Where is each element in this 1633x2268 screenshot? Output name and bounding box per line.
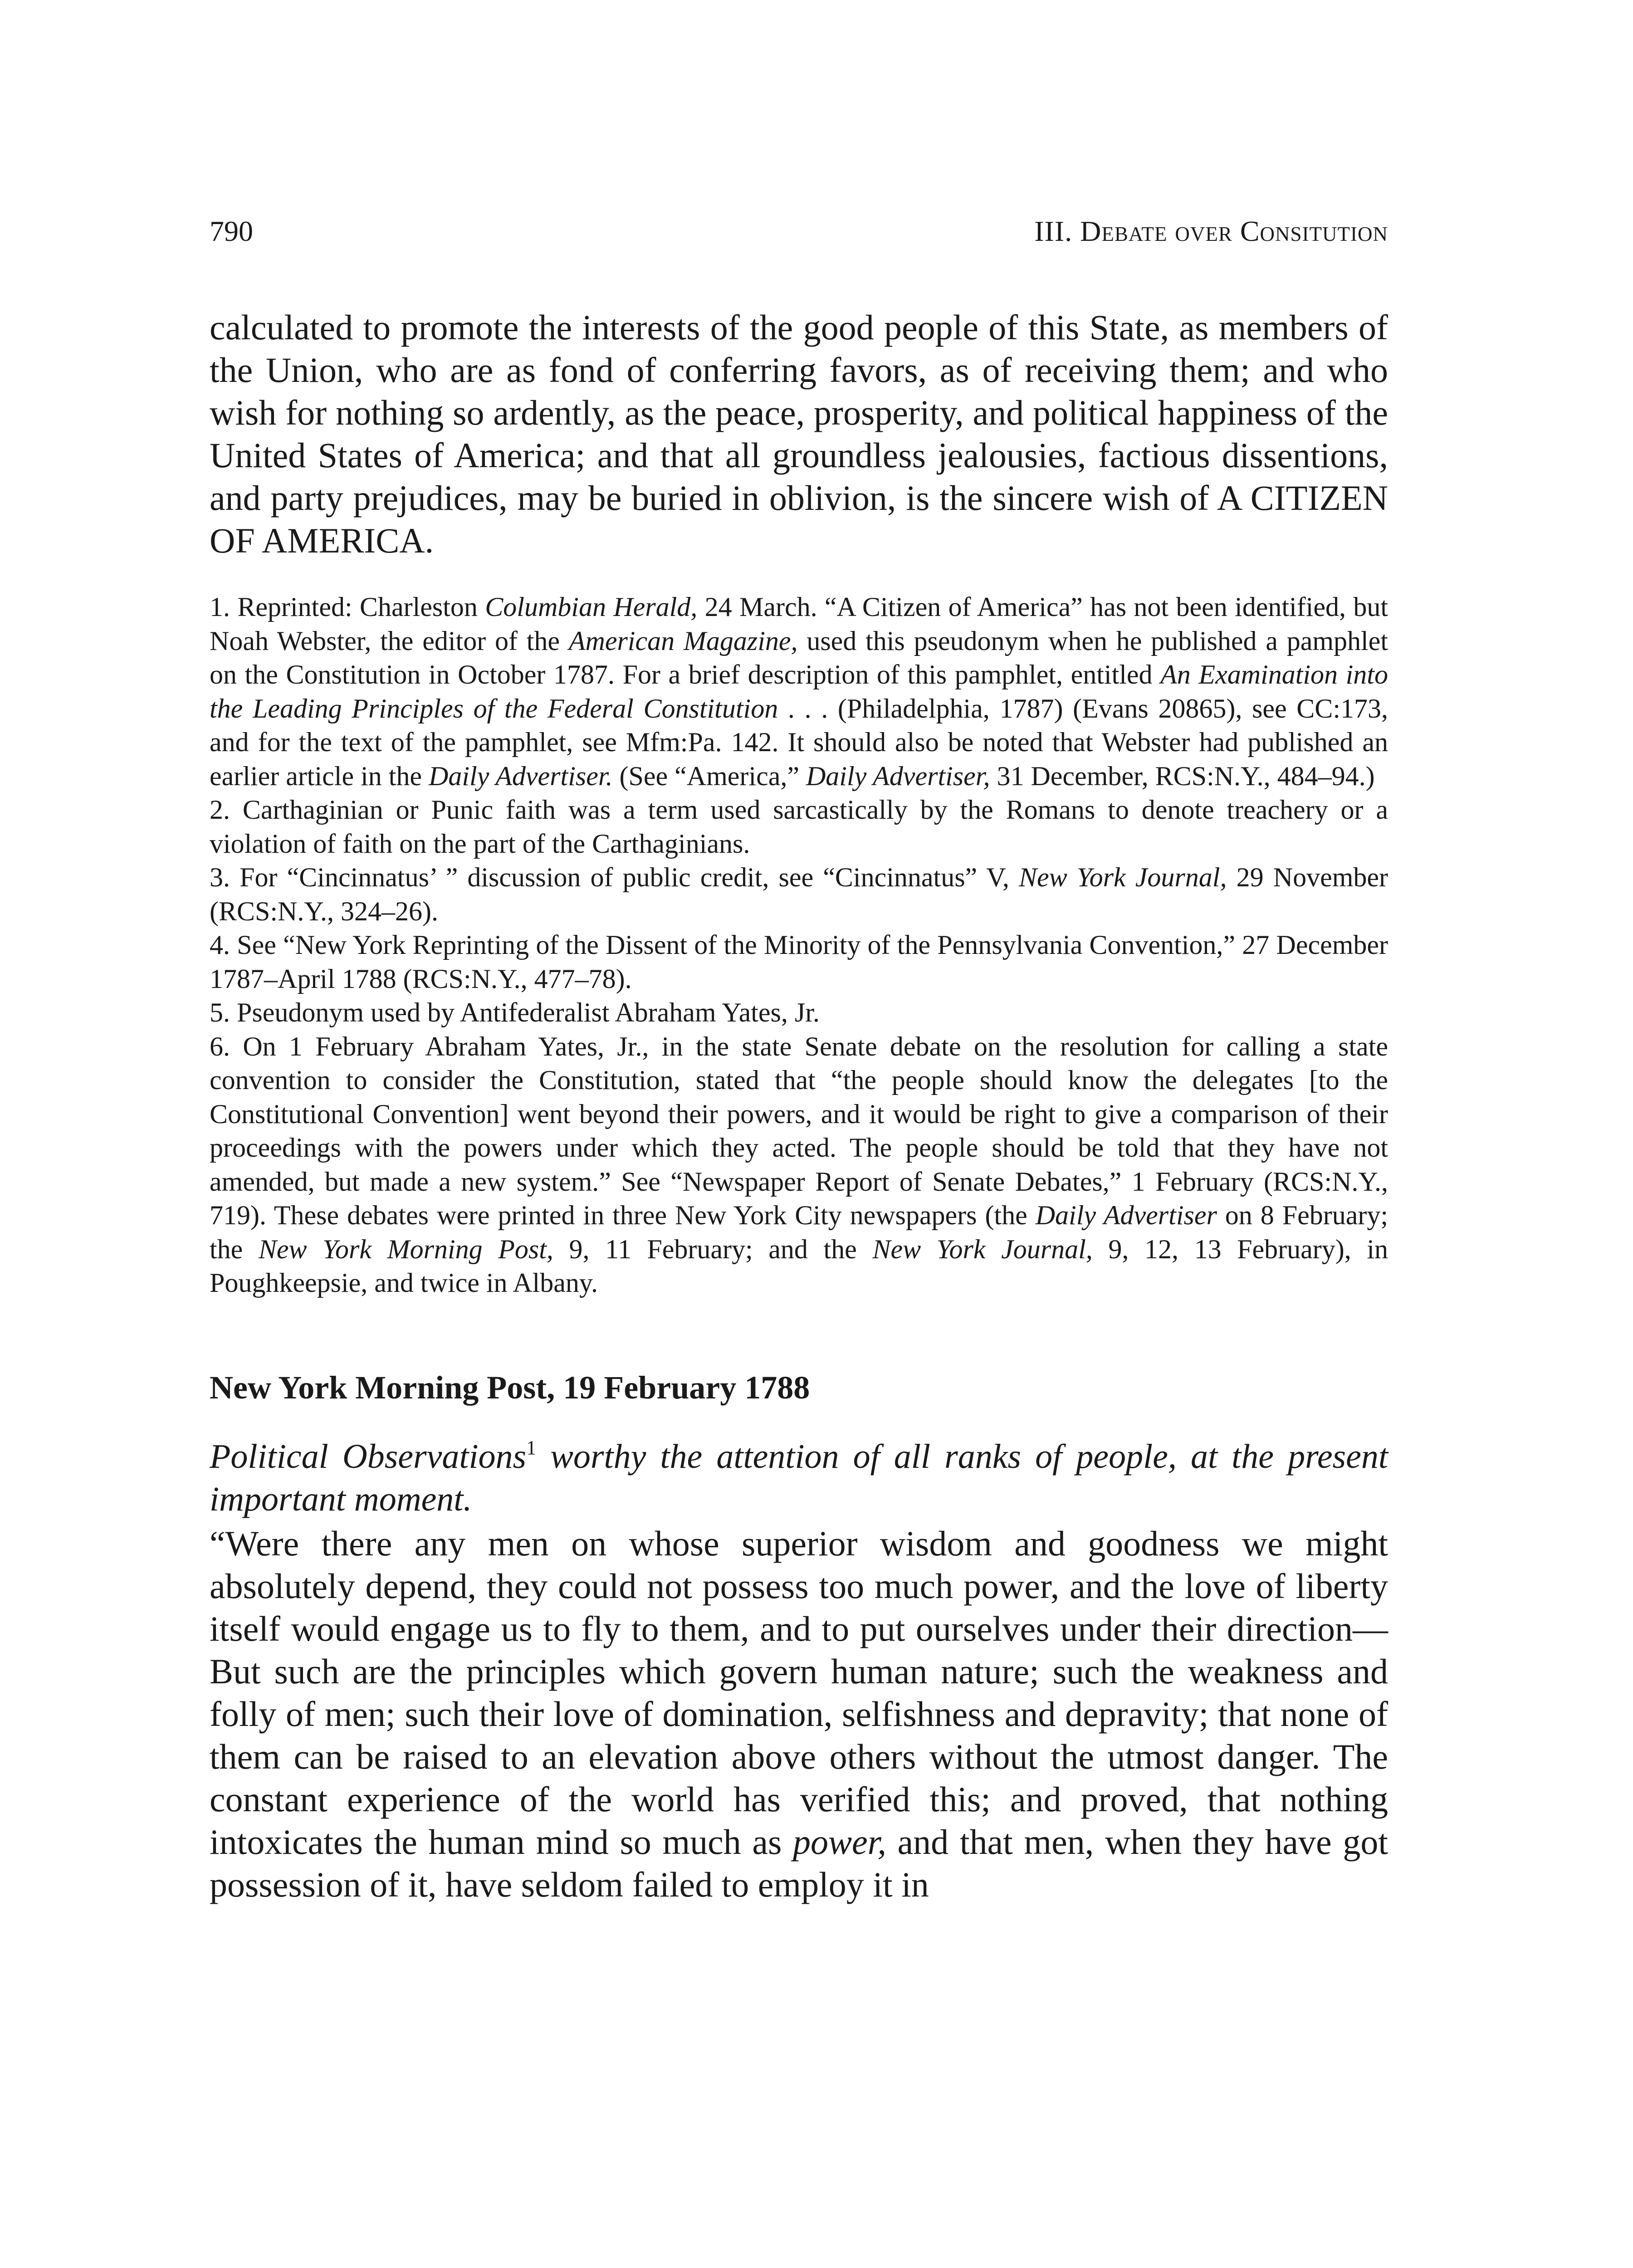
footnote-3: 3. For “Cincinnatus’ ” discussion of public credit, see “Cincinnatus” V, New York Journal, 29 November (RCS:N.Y., 324–26). — [210, 862, 1388, 926]
document-page — [210, 211, 1388, 1906]
section-subtitle: Political Observations$^1$ worthy the attention of all ranks of people, at the present important moment. — [210, 1436, 1388, 1518]
page-number: 790 — [210, 215, 253, 247]
footnote-4: 4. See “New York Reprinting of the Dissent of the Minority of the Pennsylvania Convention,” 27 December 1787–April 1788 (RCS:N.Y., 477–78). — [210, 930, 1388, 994]
footnote-marker: 1 — [526, 1436, 537, 1459]
section-paragraph: “Were there any men on whose superior wisdom and goodness we might absolutely depend, they could not possess too much power, and the love of liberty itself would engage us to fly to them, and to put ourselves under their direction—But such are the principles which govern human nature; such the weakness and folly of men; such their love of domination, selfishness and depravity; that none of them can be raised to an elevation above others without the utmost danger. The constant experience of the world has verified this; and proved, that nothing intoxicates the human mind so much as power, and that men, when they have got possession of it, have seldom failed to employ it in — [210, 1523, 1388, 1904]
footnote-5: 5. Pseudonym used by Antifederalist Abraham Yates, Jr. — [210, 997, 820, 1027]
running-title: III. Debate over Consitution — [1034, 215, 1388, 247]
section-heading: New York Morning Post, 19 February 1788 — [210, 1369, 810, 1406]
body-paragraph: calculated to promote the interests of the good people of this State, as members of the Union, who are as fond of conferring favors, as of receiving them; and who wish for nothing so ardently, as the peace, prosperity, and political happiness of the United States of America; and that all groundless jealousies, factious dissentions, and party prejudices, may be buried in oblivion, is the sincere wish of A CITIZEN OF AMERICA. — [210, 308, 1388, 560]
running-head — [210, 211, 1388, 252]
footnote-6: 6. On 1 February Abraham Yates, Jr., in the state Senate debate on the resolution for calling a state convention to consider the Constitution, stated that “the people should know the delegates [to the Constitutional Convention] went beyond their powers, and it would be right to give a comparison of their proceedings with the powers under which they acted. The people should be told that they have not amended, but made a new system.” See “Newspaper Report of Senate Debates,” 1 February (RCS:N.Y., 719). These debates were printed in three New York City newspapers (the Daily Advertiser on 8 February; the New York Morning Post, 9, 11 February; and the New York Journal, 9, 12, 13 February), in Poughkeepsie, and twice in Albany. — [210, 1031, 1388, 1298]
footnotes — [210, 590, 1388, 1300]
footnote-2: 2. Carthaginian or Punic faith was a term used sarcastically by the Romans to denote treachery or a violation of faith on the part of the Carthaginians. — [210, 795, 1388, 859]
footnote-1: 1. Reprinted: Charleston Columbian Herald, 24 March. “A Citizen of America” has not been identified, but Noah Webster, the editor of the American Magazine, used this pseudonym when he published a pamphlet on the Constitution in October 1787. For a brief description of this pamphlet, entitled An Examination into the Leading Principles of the Federal Constitution . . . (Philadelphia, 1787) (Evans 20865), see CC:173, and for the text of the pamphlet, see Mfm:Pa. 142. It should also be noted that Webster had published an earlier article in the Daily Advertiser. (See “America,” Daily Advertiser, 31 December, RCS:N.Y., 484–94.) — [210, 592, 1388, 791]
